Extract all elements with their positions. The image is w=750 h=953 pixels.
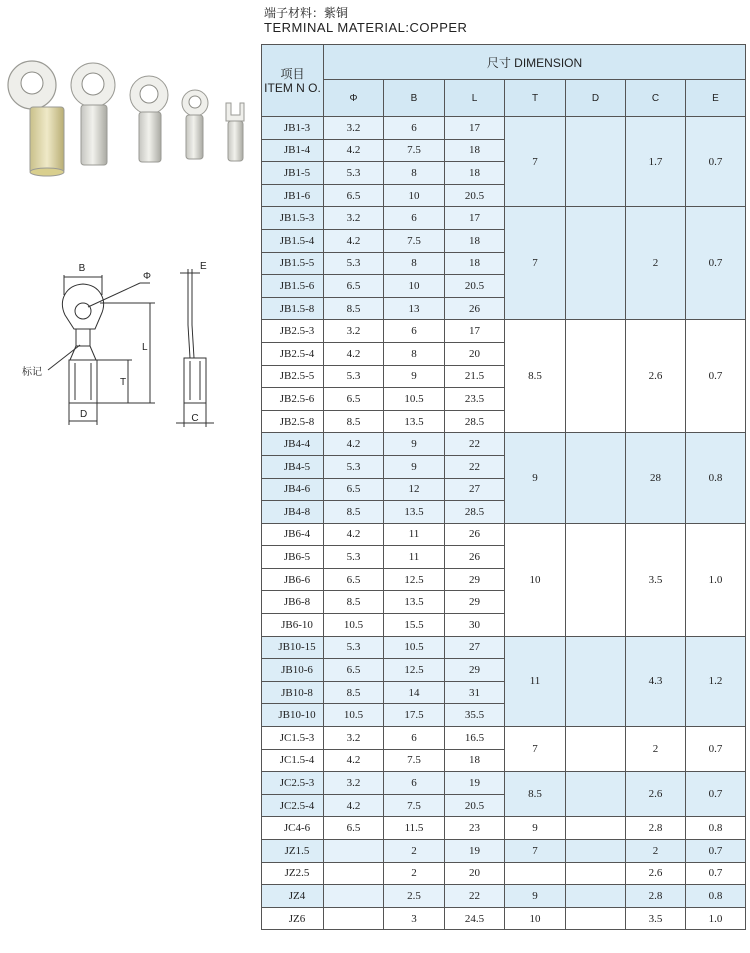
l-cell: 17 [445, 320, 505, 343]
item-no-header [262, 45, 324, 117]
l-cell: 18 [445, 139, 505, 162]
drawing-side-barrel [184, 358, 206, 403]
phi-cell: 10.5 [324, 614, 384, 637]
table-row [262, 907, 746, 930]
b-cell: 13.5 [384, 591, 445, 614]
d-cell [566, 862, 626, 885]
b-cell: 9 [384, 455, 445, 478]
terminal-medium-2 [130, 76, 168, 162]
item-cell: JB2.5-6 [262, 388, 324, 411]
b-cell: 2 [384, 862, 445, 885]
item-cell: JB4-6 [262, 478, 324, 501]
table-row [262, 772, 746, 795]
d-cell [566, 907, 626, 930]
b-cell: 11.5 [384, 817, 445, 840]
table-row [262, 817, 746, 840]
column-header: B [384, 80, 445, 117]
d-cell [566, 885, 626, 908]
phi-cell: 6.5 [324, 817, 384, 840]
column-header: Φ [324, 80, 384, 117]
l-cell: 22 [445, 455, 505, 478]
drawing-hole [75, 303, 91, 319]
e-cell: 0.7 [686, 727, 746, 772]
phi-cell: 3.2 [324, 772, 384, 795]
phi-cell: 3.2 [324, 320, 384, 343]
phi-cell [324, 840, 384, 863]
item-cell: JB2.5-5 [262, 365, 324, 388]
dim-label-l: L [142, 342, 148, 353]
e-cell: 0.7 [686, 207, 746, 320]
table-row [262, 320, 746, 343]
item-cell: JC4-6 [262, 817, 324, 840]
b-cell: 6 [384, 320, 445, 343]
terminal-product-photo [0, 55, 260, 190]
terminal-small [182, 90, 208, 159]
dim-label-c: C [191, 413, 199, 424]
table-row [262, 727, 746, 750]
b-cell: 11 [384, 546, 445, 569]
l-cell: 18 [445, 229, 505, 252]
item-cell: JZ6 [262, 907, 324, 930]
e-cell: 0.7 [686, 772, 746, 817]
l-cell: 27 [445, 478, 505, 501]
item-cell: JC2.5-3 [262, 772, 324, 795]
item-cell: JB6-10 [262, 614, 324, 637]
terminal-fork [226, 103, 244, 161]
c-cell: 2.6 [626, 862, 686, 885]
phi-cell: 8.5 [324, 410, 384, 433]
phi-cell: 8.5 [324, 297, 384, 320]
e-cell: 1.0 [686, 907, 746, 930]
l-cell: 30 [445, 614, 505, 637]
b-cell: 12.5 [384, 659, 445, 682]
b-cell: 7.5 [384, 229, 445, 252]
item-cell: JC1.5-4 [262, 749, 324, 772]
table-row [262, 636, 746, 659]
b-cell: 3 [384, 907, 445, 930]
l-cell: 23 [445, 817, 505, 840]
phi-cell: 4.2 [324, 523, 384, 546]
c-cell: 2 [626, 207, 686, 320]
phi-cell: 6.5 [324, 275, 384, 298]
item-cell: JC2.5-4 [262, 794, 324, 817]
t-cell [505, 862, 566, 885]
dim-label-e: E [200, 261, 207, 272]
phi-cell: 4.2 [324, 229, 384, 252]
c-cell: 4.3 [626, 636, 686, 726]
c-cell: 2.8 [626, 885, 686, 908]
item-cell: JZ4 [262, 885, 324, 908]
t-cell: 11 [505, 636, 566, 726]
item-cell: JZ1.5 [262, 840, 324, 863]
item-cell: JB1-6 [262, 184, 324, 207]
t-cell: 9 [505, 433, 566, 523]
b-cell: 12 [384, 478, 445, 501]
l-cell: 17 [445, 207, 505, 230]
phi-cell: 4.2 [324, 433, 384, 456]
terminal-dimension-drawing [0, 255, 230, 430]
phi-cell: 6.5 [324, 184, 384, 207]
item-cell: JB4-4 [262, 433, 324, 456]
phi-cell: 5.3 [324, 636, 384, 659]
phi-cell [324, 907, 384, 930]
e-cell: 0.7 [686, 320, 746, 433]
l-cell: 19 [445, 772, 505, 795]
phi-cell: 4.2 [324, 342, 384, 365]
column-header: T [505, 80, 566, 117]
b-cell: 8 [384, 162, 445, 185]
phi-cell: 5.3 [324, 365, 384, 388]
mark-label: 标记 [22, 367, 42, 378]
table-row [262, 885, 746, 908]
c-cell: 1.7 [626, 117, 686, 207]
t-cell: 10 [505, 523, 566, 636]
d-cell [566, 320, 626, 433]
b-cell: 10.5 [384, 636, 445, 659]
phi-cell: 6.5 [324, 568, 384, 591]
b-cell: 8 [384, 342, 445, 365]
item-cell: JB10-8 [262, 681, 324, 704]
item-cell: JB1.5-5 [262, 252, 324, 275]
b-cell: 9 [384, 433, 445, 456]
material-title-cn: 端子材料：紫铜 [264, 6, 349, 20]
l-cell: 28.5 [445, 410, 505, 433]
phi-cell: 8.5 [324, 591, 384, 614]
item-cell: JB2.5-4 [262, 342, 324, 365]
l-cell: 18 [445, 749, 505, 772]
b-cell: 10 [384, 275, 445, 298]
c-cell: 2 [626, 727, 686, 772]
b-cell: 13.5 [384, 410, 445, 433]
l-cell: 22 [445, 433, 505, 456]
item-cell: JB10-6 [262, 659, 324, 682]
t-cell: 8.5 [505, 772, 566, 817]
e-cell: 0.8 [686, 885, 746, 908]
c-cell: 3.5 [626, 907, 686, 930]
l-cell: 29 [445, 568, 505, 591]
item-cell: JB6-5 [262, 546, 324, 569]
b-cell: 10.5 [384, 388, 445, 411]
b-cell: 12.5 [384, 568, 445, 591]
phi-cell: 6.5 [324, 388, 384, 411]
t-cell: 7 [505, 207, 566, 320]
c-cell: 2 [626, 840, 686, 863]
l-cell: 20 [445, 862, 505, 885]
l-cell: 17 [445, 117, 505, 140]
l-cell: 29 [445, 659, 505, 682]
item-cell: JZ2.5 [262, 862, 324, 885]
l-cell: 23.5 [445, 388, 505, 411]
d-cell [566, 727, 626, 772]
d-cell [566, 117, 626, 207]
l-cell: 26 [445, 297, 505, 320]
item-cell: JB4-8 [262, 501, 324, 524]
b-cell: 2 [384, 840, 445, 863]
item-cell: JB1-4 [262, 139, 324, 162]
table-row [262, 862, 746, 885]
item-cell: JB1.5-3 [262, 207, 324, 230]
b-cell: 6 [384, 727, 445, 750]
phi-cell: 5.3 [324, 546, 384, 569]
item-cell: JB1.5-6 [262, 275, 324, 298]
item-cell: JB4-5 [262, 455, 324, 478]
t-cell: 7 [505, 727, 566, 772]
column-header: C [626, 80, 686, 117]
l-cell: 29 [445, 591, 505, 614]
l-cell: 20 [445, 342, 505, 365]
phi-cell: 6.5 [324, 659, 384, 682]
dimension-table [261, 44, 746, 930]
phi-cell: 4.2 [324, 749, 384, 772]
item-cell: JB1-3 [262, 117, 324, 140]
e-cell: 1.2 [686, 636, 746, 726]
table-body [262, 117, 746, 930]
item-cell: JC1.5-3 [262, 727, 324, 750]
phi-cell: 4.2 [324, 794, 384, 817]
t-cell: 7 [505, 117, 566, 207]
item-header-en: ITEM N O. [264, 80, 321, 95]
item-cell: JB1.5-8 [262, 297, 324, 320]
phi-cell: 4.2 [324, 139, 384, 162]
b-cell: 10 [384, 184, 445, 207]
c-cell: 2.6 [626, 772, 686, 817]
t-cell: 7 [505, 840, 566, 863]
b-cell: 13 [384, 297, 445, 320]
l-cell: 21.5 [445, 365, 505, 388]
d-cell [566, 523, 626, 636]
dim-label-phi: Φ [143, 271, 151, 282]
b-cell: 7.5 [384, 749, 445, 772]
item-header-cn: 项目 [280, 66, 305, 81]
dim-label-t: T [120, 377, 127, 388]
d-cell [566, 840, 626, 863]
c-cell: 2.8 [626, 817, 686, 840]
e-cell: 0.7 [686, 840, 746, 863]
phi-cell [324, 885, 384, 908]
c-cell: 3.5 [626, 523, 686, 636]
l-cell: 26 [445, 523, 505, 546]
column-header: E [686, 80, 746, 117]
drawing-barrel [69, 360, 97, 403]
e-cell: 0.7 [686, 862, 746, 885]
b-cell: 15.5 [384, 614, 445, 637]
phi-cell [324, 862, 384, 885]
table-row [262, 840, 746, 863]
t-cell: 9 [505, 885, 566, 908]
table-row [262, 523, 746, 546]
item-cell: JB6-8 [262, 591, 324, 614]
e-cell: 0.8 [686, 817, 746, 840]
l-cell: 18 [445, 162, 505, 185]
t-cell: 8.5 [505, 320, 566, 433]
b-cell: 8 [384, 252, 445, 275]
material-title-en: TERMINAL MATERIAL:COPPER [264, 20, 468, 35]
item-cell: JB1.5-4 [262, 229, 324, 252]
b-cell: 13.5 [384, 501, 445, 524]
b-cell: 9 [384, 365, 445, 388]
phi-cell: 3.2 [324, 207, 384, 230]
d-cell [566, 772, 626, 817]
l-cell: 20.5 [445, 184, 505, 207]
phi-cell: 8.5 [324, 501, 384, 524]
phi-cell: 3.2 [324, 727, 384, 750]
item-cell: JB6-4 [262, 523, 324, 546]
c-cell: 28 [626, 433, 686, 523]
t-cell: 9 [505, 817, 566, 840]
l-cell: 22 [445, 885, 505, 908]
d-cell [566, 817, 626, 840]
t-cell: 10 [505, 907, 566, 930]
b-cell: 7.5 [384, 794, 445, 817]
b-cell: 6 [384, 117, 445, 140]
l-cell: 24.5 [445, 907, 505, 930]
l-cell: 20.5 [445, 275, 505, 298]
dim-label-d: D [80, 409, 88, 420]
e-cell: 0.7 [686, 117, 746, 207]
dimension-header: 尺寸 DIMENSION [324, 45, 746, 80]
c-cell: 2.6 [626, 320, 686, 433]
table-row [262, 433, 746, 456]
phi-cell: 3.2 [324, 117, 384, 140]
d-cell [566, 636, 626, 726]
phi-cell: 5.3 [324, 455, 384, 478]
column-header-row [262, 80, 746, 117]
table-row [262, 207, 746, 230]
l-cell: 35.5 [445, 704, 505, 727]
terminal-large [8, 61, 64, 176]
d-cell [566, 207, 626, 320]
l-cell: 18 [445, 252, 505, 275]
l-cell: 31 [445, 681, 505, 704]
item-cell: JB6-6 [262, 568, 324, 591]
column-header: D [566, 80, 626, 117]
item-cell: JB10-15 [262, 636, 324, 659]
phi-cell: 5.3 [324, 162, 384, 185]
phi-cell: 8.5 [324, 681, 384, 704]
phi-cell: 5.3 [324, 252, 384, 275]
l-cell: 20.5 [445, 794, 505, 817]
column-header: L [445, 80, 505, 117]
b-cell: 14 [384, 681, 445, 704]
l-cell: 27 [445, 636, 505, 659]
item-cell: JB2.5-8 [262, 410, 324, 433]
e-cell: 1.0 [686, 523, 746, 636]
l-cell: 16.5 [445, 727, 505, 750]
drawing-ring-outline [62, 284, 103, 329]
terminal-medium-1 [71, 63, 115, 165]
phi-cell: 6.5 [324, 478, 384, 501]
b-cell: 17.5 [384, 704, 445, 727]
l-cell: 19 [445, 840, 505, 863]
phi-cell: 10.5 [324, 704, 384, 727]
d-cell [566, 433, 626, 523]
table-row [262, 117, 746, 140]
l-cell: 26 [445, 546, 505, 569]
e-cell: 0.8 [686, 433, 746, 523]
item-cell: JB1-5 [262, 162, 324, 185]
b-cell: 7.5 [384, 139, 445, 162]
b-cell: 6 [384, 207, 445, 230]
l-cell: 28.5 [445, 501, 505, 524]
item-cell: JB2.5-3 [262, 320, 324, 343]
b-cell: 11 [384, 523, 445, 546]
b-cell: 2.5 [384, 885, 445, 908]
item-cell: JB10-10 [262, 704, 324, 727]
dim-label-b: B [78, 263, 86, 274]
b-cell: 6 [384, 772, 445, 795]
